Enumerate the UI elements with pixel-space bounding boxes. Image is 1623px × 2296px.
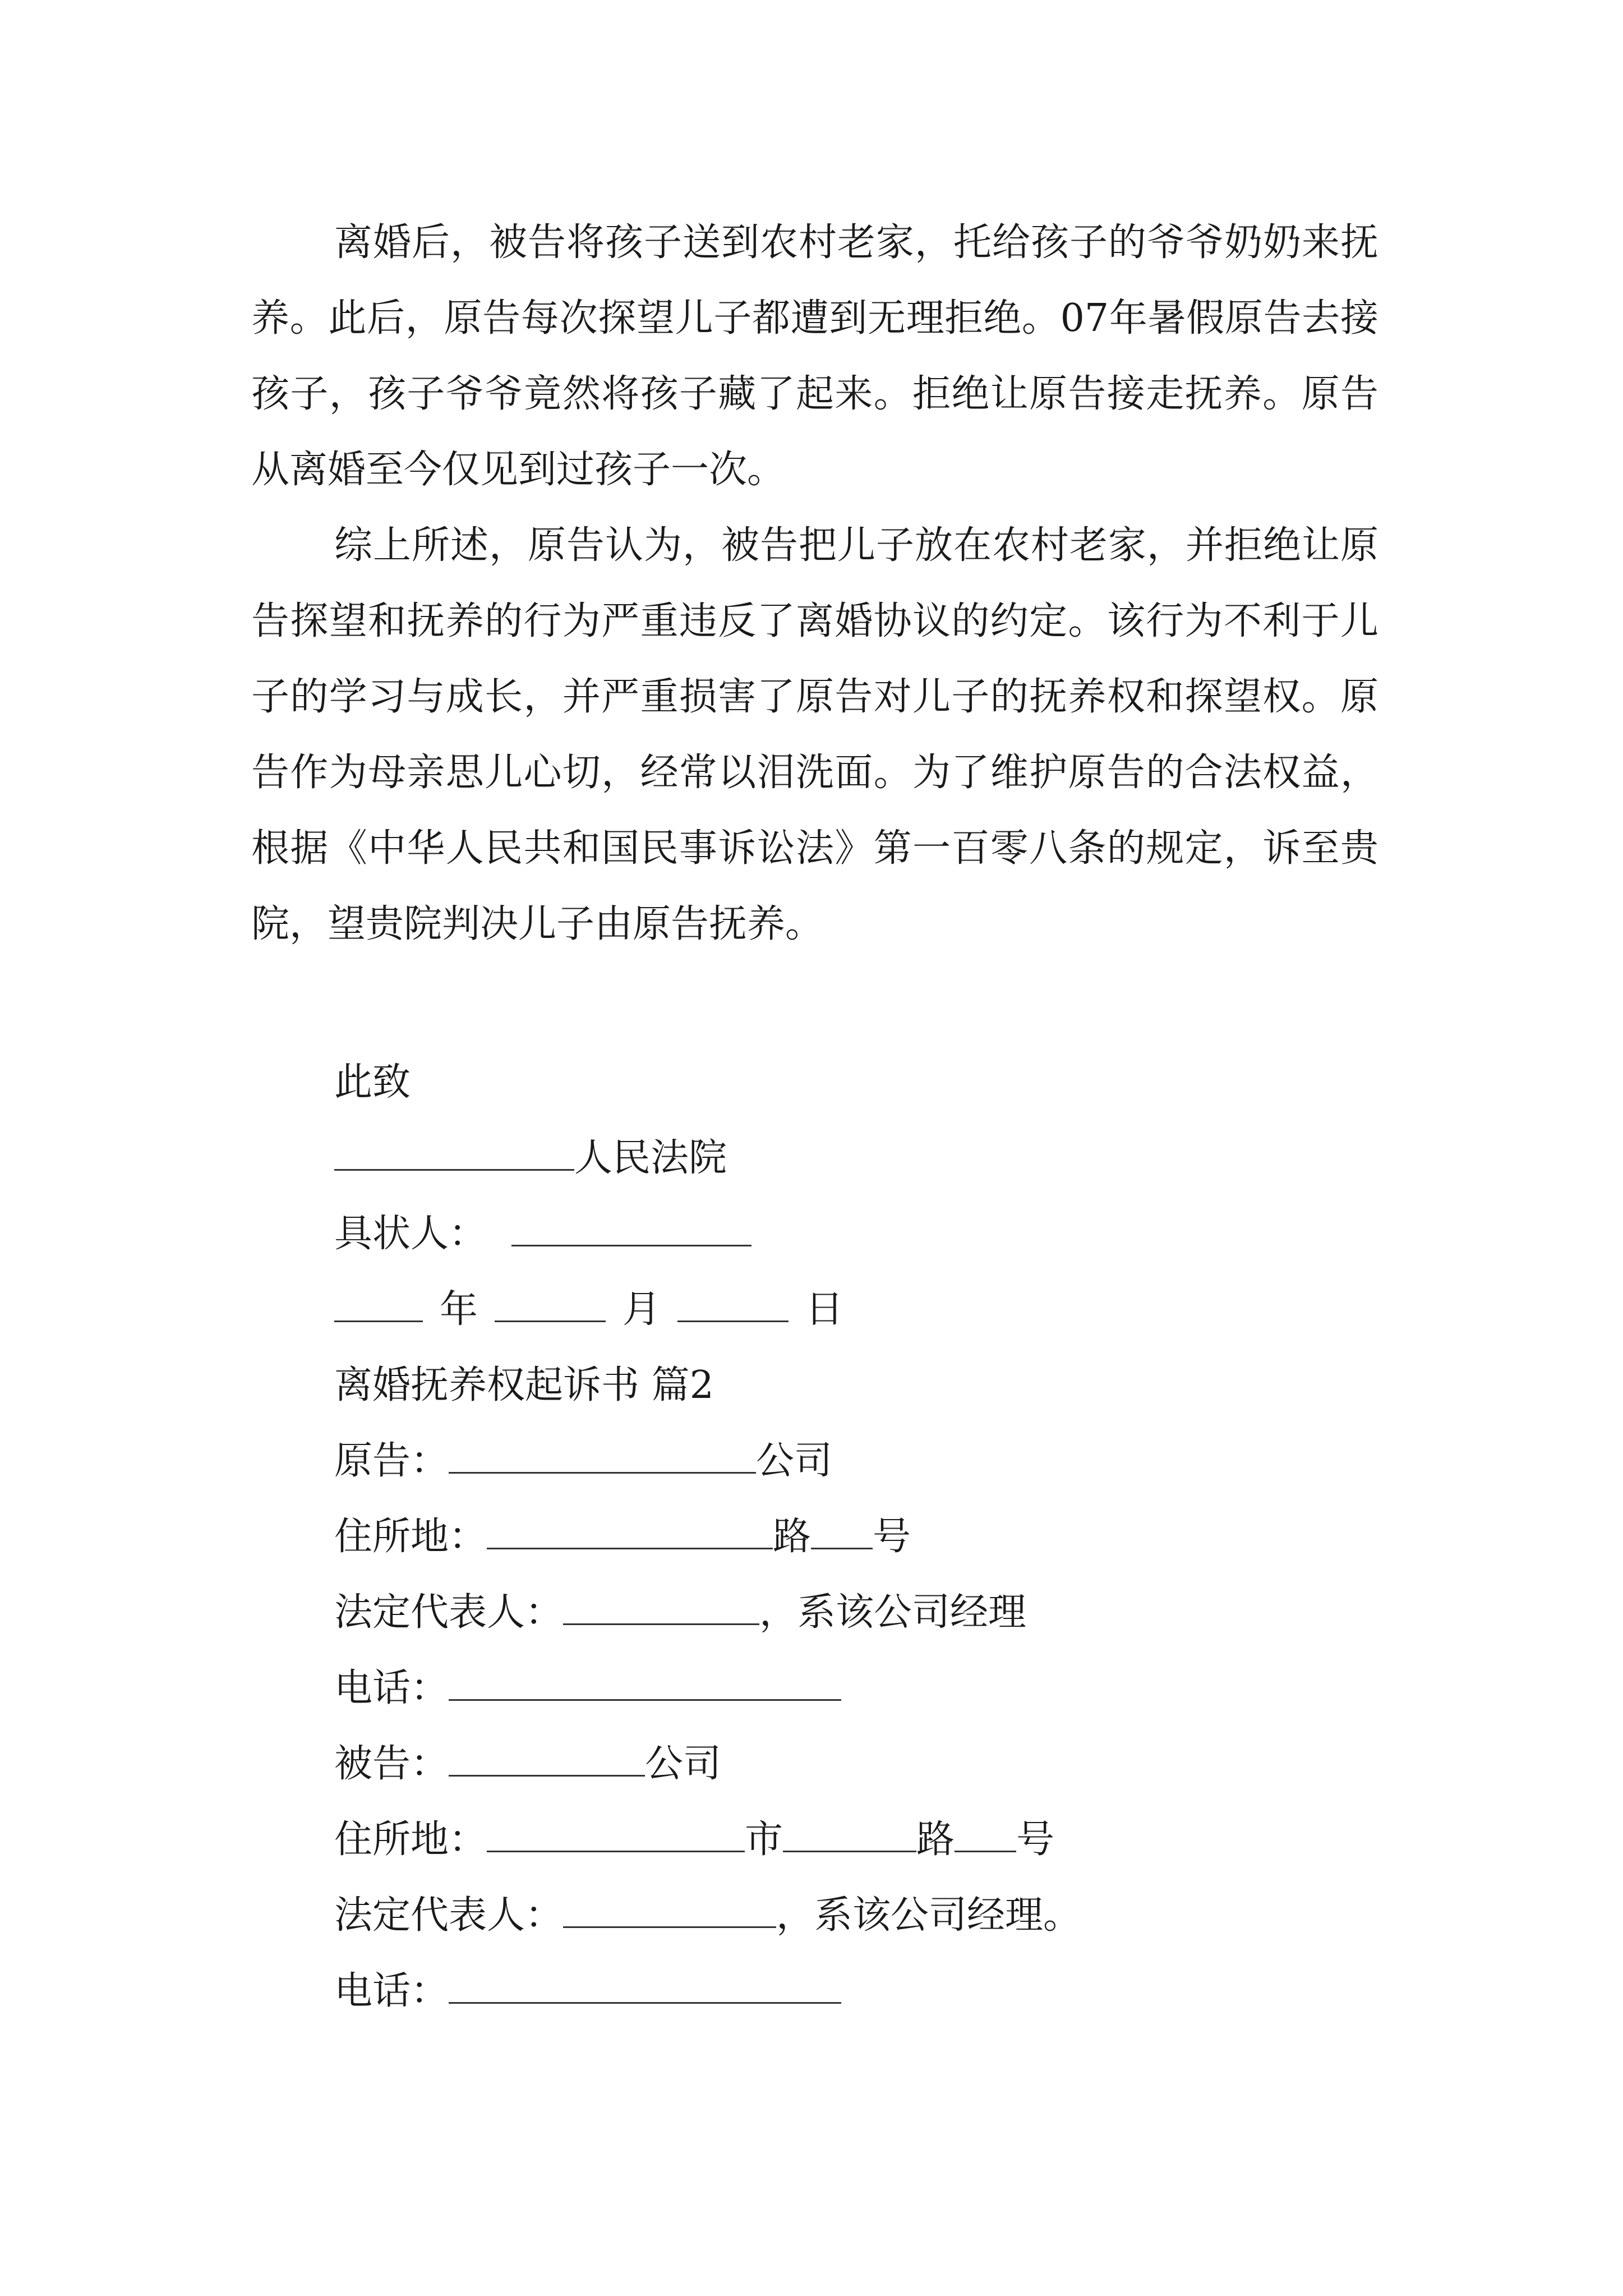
defendant-name-blank[interactable]	[449, 1741, 645, 1777]
plaintiff-rep-suffix: ，系该公司经理	[759, 1590, 1027, 1635]
defendant-rep-blank[interactable]	[563, 1893, 776, 1928]
month-blank[interactable]	[495, 1287, 606, 1322]
defendant-suffix: 公司	[645, 1742, 722, 1786]
plaintiff-phone-blank[interactable]	[449, 1665, 841, 1701]
plaintiff-address-line	[334, 1512, 911, 1562]
plaintiff-suffix: 公司	[756, 1439, 833, 1483]
month-label: 月	[623, 1287, 661, 1332]
court-name-blank[interactable]	[334, 1135, 574, 1171]
plaintiff-rep-label: 法定代表人：	[334, 1590, 564, 1635]
plaintiff-road-label: 路	[773, 1515, 811, 1559]
defendant-phone-label: 电话：	[334, 1969, 449, 2013]
closing-salutation: 此致	[334, 1060, 411, 1105]
section-title: 离婚抚养权起诉书 篇2	[334, 1363, 714, 1407]
plaintiff-name-blank[interactable]	[449, 1438, 756, 1474]
defendant-road-blank[interactable]	[783, 1817, 916, 1852]
date-line	[334, 1285, 843, 1335]
plaintiff-number-label: 号	[873, 1515, 911, 1559]
plaintiff-number-blank[interactable]	[811, 1514, 873, 1549]
defendant-label: 被告：	[334, 1742, 449, 1786]
plaintiff-phone-label: 电话：	[334, 1666, 449, 1710]
paragraph-conclusion: 综上所述，原告认为，被告把儿子放在农村老家，并拒绝让原告探望和抚养的行为严重违反了离婚协议的约定。该行为不利于儿子的学习与成长，并严重损害了原告对儿子的抚养权和探望权。原告作为母亲思儿心切，经常以泪洗面。为了维护原告的合法权益，根据《中华人民共和国民事诉讼法》第一百零八条的规定，诉至贵院，望贵院判决儿子由原告抚养。	[251, 523, 1378, 946]
defendant-phone-line	[334, 1966, 841, 2017]
defendant-rep-suffix: ，系该公司经理。	[776, 1893, 1082, 1938]
defendant-city-blank[interactable]	[487, 1817, 745, 1852]
defendant-phone-blank[interactable]	[449, 1968, 841, 2004]
plaintiff-label: 原告：	[334, 1439, 449, 1483]
plaintiff-rep-line	[334, 1588, 1026, 1638]
plaintiff-rep-blank[interactable]	[563, 1590, 759, 1625]
defendant-address-line	[334, 1815, 1054, 1865]
defendant-rep-label: 法定代表人：	[334, 1893, 564, 1938]
day-blank[interactable]	[677, 1287, 789, 1322]
year-blank[interactable]	[334, 1287, 423, 1322]
paragraph-divorce-facts: 离婚后，被告将孩子送到农村老家，托给孩子的爷爷奶奶来抚养。此后，原告每次探望儿子都遭到无理拒绝。07年暑假原告去接孩子，孩子爷爷竟然将孩子藏了起来。拒绝让原告接走抚养。原告从离婚至今仅见到过孩子一次。	[251, 220, 1378, 492]
signature-line	[334, 1209, 751, 1259]
defendant-road-label: 路	[916, 1818, 955, 1862]
year-label: 年	[440, 1287, 478, 1332]
day-label: 日	[805, 1287, 844, 1332]
signature-label: 具状人：	[334, 1212, 487, 1256]
plaintiff-address-label: 住所地：	[334, 1515, 487, 1559]
plaintiff-phone-line	[334, 1663, 841, 1714]
defendant-rep-line	[334, 1890, 1081, 1941]
court-line	[334, 1133, 727, 1184]
defendant-address-label: 住所地：	[334, 1818, 487, 1862]
defendant-number-blank[interactable]	[955, 1817, 1016, 1852]
defendant-line	[334, 1739, 721, 1789]
plaintiff-line	[334, 1436, 832, 1487]
defendant-number-label: 号	[1016, 1818, 1055, 1862]
signature-blank[interactable]	[511, 1211, 751, 1246]
plaintiff-road-blank[interactable]	[487, 1514, 773, 1549]
court-suffix: 人民法院	[574, 1136, 727, 1180]
defendant-city-label: 市	[745, 1818, 783, 1862]
